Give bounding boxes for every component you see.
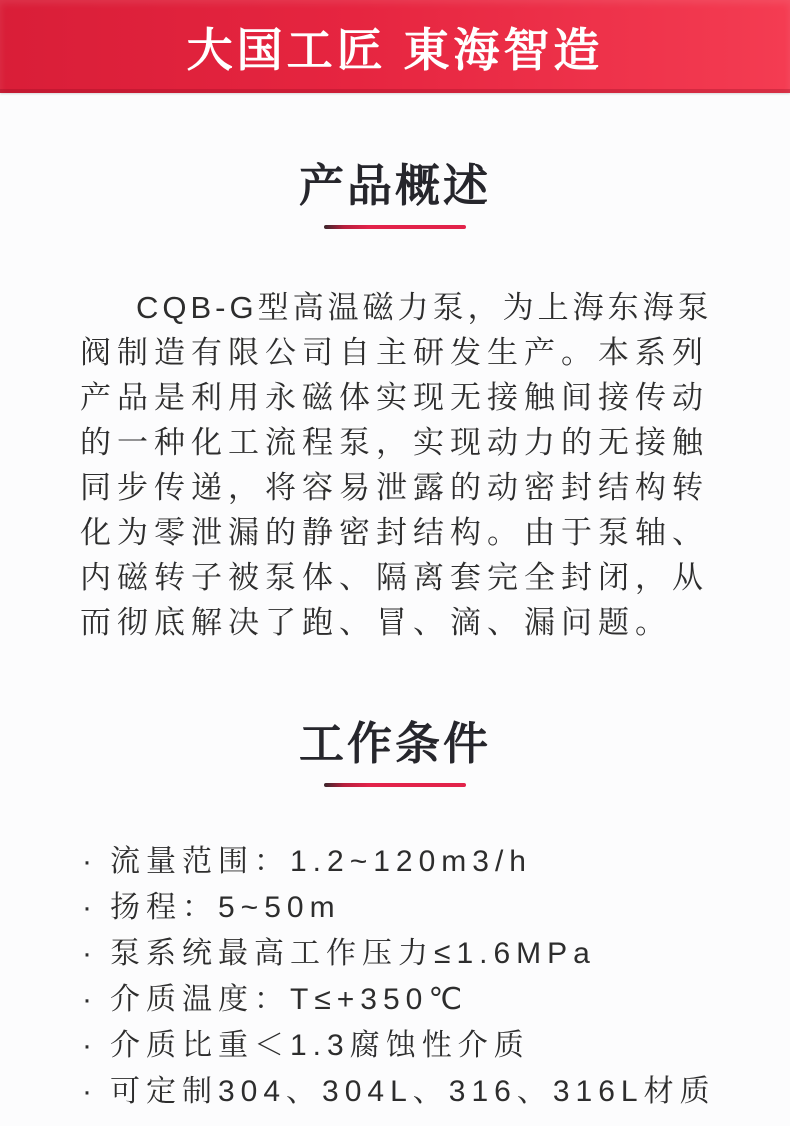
bullet-dot-icon: · <box>82 983 98 1016</box>
overview-paragraph-line: 的一种化工流程泵，实现动力的无接触 <box>80 425 709 460</box>
conditions-section-title: 工作条件 <box>298 718 491 769</box>
bullet-dot-icon: · <box>82 1029 98 1062</box>
condition-text: 泵系统最高工作压力≤1.6MPa <box>110 937 596 970</box>
list-item <box>82 1023 708 1069</box>
overview-paragraph-line: 化为零泄漏的静密封结构。由于泵轴、 <box>80 515 709 550</box>
list-item <box>82 885 708 931</box>
bullet-dot-icon: · <box>82 845 98 878</box>
list-item <box>82 1069 716 1115</box>
overview-paragraph-line: 阀制造有限公司自主研发生产。本系列 <box>80 335 709 370</box>
bullet-dot-icon: · <box>82 891 98 924</box>
condition-text: 流量范围：1.2~120m3/h <box>110 845 532 878</box>
overview-paragraph-line: 而彻底解决了跑、冒、滴、漏问题。 <box>80 605 672 640</box>
list-item <box>82 931 708 977</box>
bullet-dot-icon: · <box>82 937 98 970</box>
section-product-overview <box>0 161 790 645</box>
condition-text: 扬程：5~50m <box>110 891 341 924</box>
condition-text: 介质比重＜1.3腐蚀性介质 <box>110 1029 530 1062</box>
conditions-list <box>82 839 716 1115</box>
overview-title-underline <box>324 225 466 229</box>
condition-text: 介质温度：T≤+350℃ <box>110 983 469 1016</box>
header-banner <box>0 0 790 93</box>
overview-paragraph-line: 产品是利用永磁体实现无接触间接传动 <box>80 380 709 415</box>
banner-slogan: 大国工匠 東海智造 <box>186 23 604 76</box>
overview-section-title: 产品概述 <box>298 160 491 211</box>
overview-paragraph <box>80 285 713 645</box>
conditions-title-underline <box>324 783 466 787</box>
list-item <box>82 839 708 885</box>
bullet-dot-icon: · <box>82 1075 98 1108</box>
section-working-conditions <box>0 719 790 1115</box>
overview-paragraph-line: CQB-G型高温磁力泵，为上海东海泵 <box>136 290 713 325</box>
list-item <box>82 977 708 1023</box>
overview-paragraph-line: 内磁转子被泵体、隔离套完全封闭，从 <box>80 560 709 595</box>
condition-text: 可定制304、304L、316、316L材质 <box>110 1075 716 1108</box>
overview-paragraph-line: 同步传递，将容易泄露的动密封结构转 <box>80 470 709 505</box>
